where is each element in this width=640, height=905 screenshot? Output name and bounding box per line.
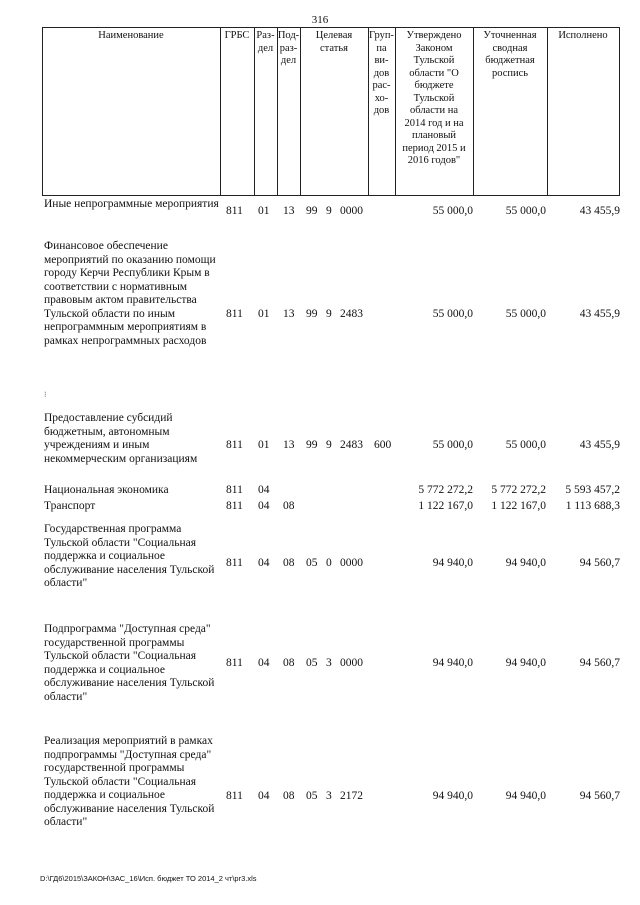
row-cs2: 3	[326, 657, 332, 669]
row-approved: 1 122 167,0	[418, 500, 473, 512]
header-razdel: Раз- дел	[256, 30, 275, 54]
row-razdel: 04	[258, 484, 270, 496]
row-razdel: 04	[258, 790, 270, 802]
row-executed: 94 560,7	[579, 557, 620, 569]
row-name: Подпрограмма "Доступная среда" государственной программы Тульской области "Социальная поддержка и социальное обслуживание населения Тульской области"	[44, 623, 215, 703]
row-approved: 55 000,0	[432, 439, 473, 451]
row-cs2: 9	[326, 205, 332, 217]
row-razdel: 04	[258, 557, 270, 569]
row-approved: 94 940,0	[432, 657, 473, 669]
table-header	[42, 27, 620, 195]
row-razdel: 04	[258, 657, 270, 669]
row-revised: 55 000,0	[505, 439, 546, 451]
header-podrazdel: Под- раз- дел	[277, 30, 300, 66]
row-grbs: 811	[226, 790, 243, 802]
row-approved: 5 772 272,2	[418, 484, 473, 496]
row-podrazdel: 13	[283, 205, 295, 217]
row-podrazdel: 13	[283, 439, 295, 451]
header-ispolneno: Исполнено	[558, 30, 608, 41]
row-executed: 43 455,9	[579, 439, 620, 451]
row-revised: 55 000,0	[505, 205, 546, 217]
row-name: Иные непрограммные мероприятия	[44, 198, 219, 210]
row-razdel: 01	[258, 308, 270, 320]
row-cs2: 9	[326, 308, 332, 320]
row-name: Реализация мероприятий в рамках подпрограммы "Доступная среда" государственной программы Тульской области "Социальная поддержка и социальное обслуживание населения Тульской области"	[44, 735, 215, 828]
row-grbs: 811	[226, 308, 243, 320]
row-revised: 55 000,0	[505, 308, 546, 320]
row-approved: 55 000,0	[432, 308, 473, 320]
file-path-footer: D:\ГД6\2015\ЗАКОН\ЗАС_16\Исп. бюджет ТО 2014_2 чт\pr3.xls	[40, 874, 257, 883]
row-revised: 94 940,0	[505, 657, 546, 669]
row-revised: 5 772 272,2	[491, 484, 546, 496]
row-cs3: 2483	[340, 308, 363, 320]
row-grbs: 811	[226, 557, 243, 569]
header-name: Наименование	[98, 30, 164, 41]
header-celevaya: Целевая статья	[315, 30, 353, 54]
row-podrazdel: 08	[283, 500, 295, 512]
row-podrazdel: 08	[283, 790, 295, 802]
row-grbs: 811	[226, 484, 243, 496]
row-podrazdel: 08	[283, 657, 295, 669]
row-grbs: 811	[226, 439, 243, 451]
header-gruppa: Груп- па ви- дов рас- хо- дов	[369, 30, 394, 116]
header-utverzhdeno: Утверждено Законом Тульской области "О бюджете Тульской области на 2014 год и на плановый период 2015 и 2016 годов"	[402, 30, 466, 166]
row-grbs: 811	[226, 657, 243, 669]
row-executed: 94 560,7	[579, 790, 620, 802]
row-executed: 43 455,9	[579, 308, 620, 320]
header-utochnennaya: Уточненная сводная бюджетная роспись	[483, 30, 537, 79]
row-grbs: 811	[226, 205, 243, 217]
row-grbs: 811	[226, 500, 243, 512]
header-bottom-border	[42, 195, 620, 196]
row-razdel: 04	[258, 500, 270, 512]
row-cs1: 99	[306, 439, 318, 451]
row-revised: 1 122 167,0	[491, 500, 546, 512]
row-name: Национальная экономика	[44, 484, 169, 496]
row-approved: 94 940,0	[432, 790, 473, 802]
row-cs2: 9	[326, 439, 332, 451]
row-cs1: 99	[306, 308, 318, 320]
row-razdel: 01	[258, 205, 270, 217]
row-approved: 94 940,0	[432, 557, 473, 569]
row-name: Финансовое обеспечение мероприятий по оказанию помощи городу Керчи Республики Крым в соответствии с нормативным правовым актом правительства Тульской области по иным непрограммным мероприятиям в рамках непрограммных расходов	[44, 240, 216, 347]
row-cs3: 2483	[340, 439, 363, 451]
row-cs3: 0000	[340, 205, 363, 217]
row-approved: 55 000,0	[432, 205, 473, 217]
row-vr: 600	[374, 439, 392, 451]
margin-mark: ⁝	[44, 390, 47, 399]
row-name: Транспорт	[44, 500, 96, 512]
row-cs2: 0	[326, 557, 332, 569]
row-name: Предоставление субсидий бюджетным, автономным учреждениям и иным некоммерческим организациям	[44, 412, 198, 465]
row-executed: 94 560,7	[579, 657, 620, 669]
row-revised: 94 940,0	[505, 557, 546, 569]
row-cs3: 0000	[340, 657, 363, 669]
row-podrazdel: 08	[283, 557, 295, 569]
row-name: Государственная программа Тульской области "Социальная поддержка и социальное обслуживание населения Тульской области"	[44, 523, 215, 589]
row-cs1: 05	[306, 557, 318, 569]
row-executed: 43 455,9	[579, 205, 620, 217]
row-cs2: 3	[326, 790, 332, 802]
header-grbs: ГРБС	[224, 30, 250, 41]
row-cs1: 05	[306, 657, 318, 669]
row-cs3: 2172	[340, 790, 363, 802]
page-number: 316	[311, 14, 329, 26]
row-executed: 1 113 688,3	[565, 500, 620, 512]
row-cs1: 05	[306, 790, 318, 802]
row-revised: 94 940,0	[505, 790, 546, 802]
row-cs3: 0000	[340, 557, 363, 569]
row-cs1: 99	[306, 205, 318, 217]
row-executed: 5 593 457,2	[565, 484, 620, 496]
row-podrazdel: 13	[283, 308, 295, 320]
row-razdel: 01	[258, 439, 270, 451]
